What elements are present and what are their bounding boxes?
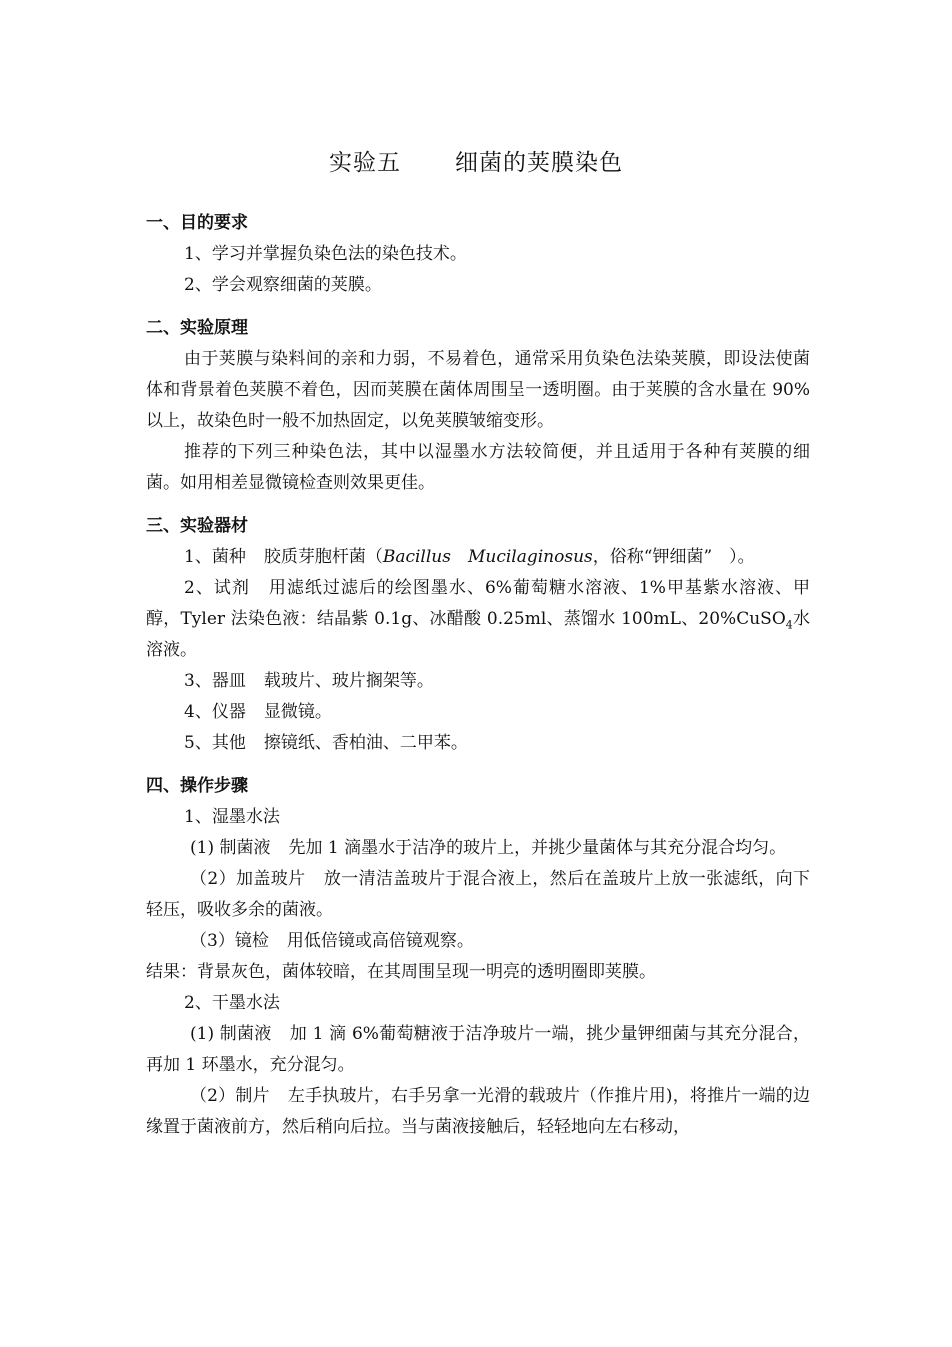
- step-label: (1) 制菌液: [190, 838, 271, 858]
- procedure-step: (1) 制菌液 加 1 滴 6%葡萄糖液于洁净玻片一端，挑少量钾细菌与其充分混合，再加 1 环墨水，充分混匀。: [146, 1024, 811, 1075]
- method-title: 1、湿墨水法: [184, 807, 280, 827]
- material-label: 3、器皿: [184, 671, 246, 691]
- material-glassware: 3、器皿 载玻片、玻片搁架等。: [184, 671, 434, 691]
- material-strain: 1、菌种 胶质芽胞杆菌（Bacillus Mucilaginosus，俗称“钾细菌” ）。: [184, 547, 755, 567]
- document-body: [146, 208, 810, 1143]
- title-experiment-number: 实验五: [329, 150, 401, 176]
- material-reagents: 2、试剂 用滤纸过滤后的绘图墨水、6%葡萄糖水溶液、1%甲基紫水溶液、甲醇，Tyler 法染色液：结晶紫 0.1g、冰醋酸 0.25ml、蒸馏水 100mL、20%CuSO$_4$水溶液。: [146, 578, 811, 660]
- step-label: （3）镜检: [190, 931, 269, 951]
- step-label: (1) 制菌液: [190, 1024, 272, 1044]
- material-label: 2、试剂: [184, 578, 250, 598]
- step-label: （2）制片: [190, 1086, 270, 1106]
- objective-item: 1、学习并掌握负染色法的染色技术。: [184, 244, 467, 264]
- page-title: [0, 144, 952, 177]
- objective-item: 2、学会观察细菌的荚膜。: [184, 275, 382, 295]
- section-heading-procedure: 四、操作步骤: [146, 776, 248, 796]
- procedure-step: （2）加盖玻片 放一清洁盖玻片于混合液上，然后在盖玻片上放一张滤纸，向下轻压，吸收多余的菌液。: [146, 869, 810, 920]
- section-heading-materials: 三、实验器材: [146, 516, 248, 536]
- result-text: 结果：背景灰色，菌体较暗，在其周围呈现一明亮的透明圈即荚膜。: [146, 962, 656, 982]
- principle-paragraph: 由于荚膜与染料间的亲和力弱，不易着色，通常采用负染色法染荚膜，即设法使菌体和背景着色荚膜不着色，因而荚膜在菌体周围呈一透明圈。由于荚膜的含水量在 90%以上，故染色时一般不加热固定，以免荚膜皱缩变形。: [146, 349, 810, 431]
- material-label: 4、仪器: [184, 702, 246, 722]
- procedure-step: （3）镜检 用低倍镜或高倍镜观察。: [190, 931, 474, 951]
- principle-paragraph: 推荐的下列三种染色法，其中以湿墨水方法较简便，并且适用于各种有荚膜的细菌。如用相差显微镜检查则效果更佳。: [146, 442, 810, 493]
- step-label: （2）加盖玻片: [190, 869, 306, 889]
- species-name: Bacillus Mucilaginosus: [382, 547, 593, 567]
- title-topic: 细菌的荚膜染色: [455, 150, 623, 176]
- section-heading-objectives: 一、目的要求: [146, 213, 248, 233]
- material-label: 1、菌种: [184, 547, 246, 567]
- material-instrument: 4、仪器 显微镜。: [184, 702, 332, 722]
- material-label: 5、其他: [184, 733, 246, 753]
- section-heading-principle: 二、实验原理: [146, 318, 248, 338]
- material-other: 5、其他 擦镜纸、香柏油、二甲苯。: [184, 733, 468, 753]
- procedure-step: （2）制片 左手执玻片，右手另拿一光滑的载玻片（作推片用)，将推片一端的边缘置于菌液前方，然后稍向后拉。当与菌液接触后，轻轻地向左右移动，: [146, 1086, 810, 1137]
- method-title: 2、干墨水法: [184, 993, 280, 1013]
- procedure-step: (1) 制菌液 先加 1 滴墨水于洁净的玻片上，并挑少量菌体与其充分混合均匀。: [190, 838, 787, 858]
